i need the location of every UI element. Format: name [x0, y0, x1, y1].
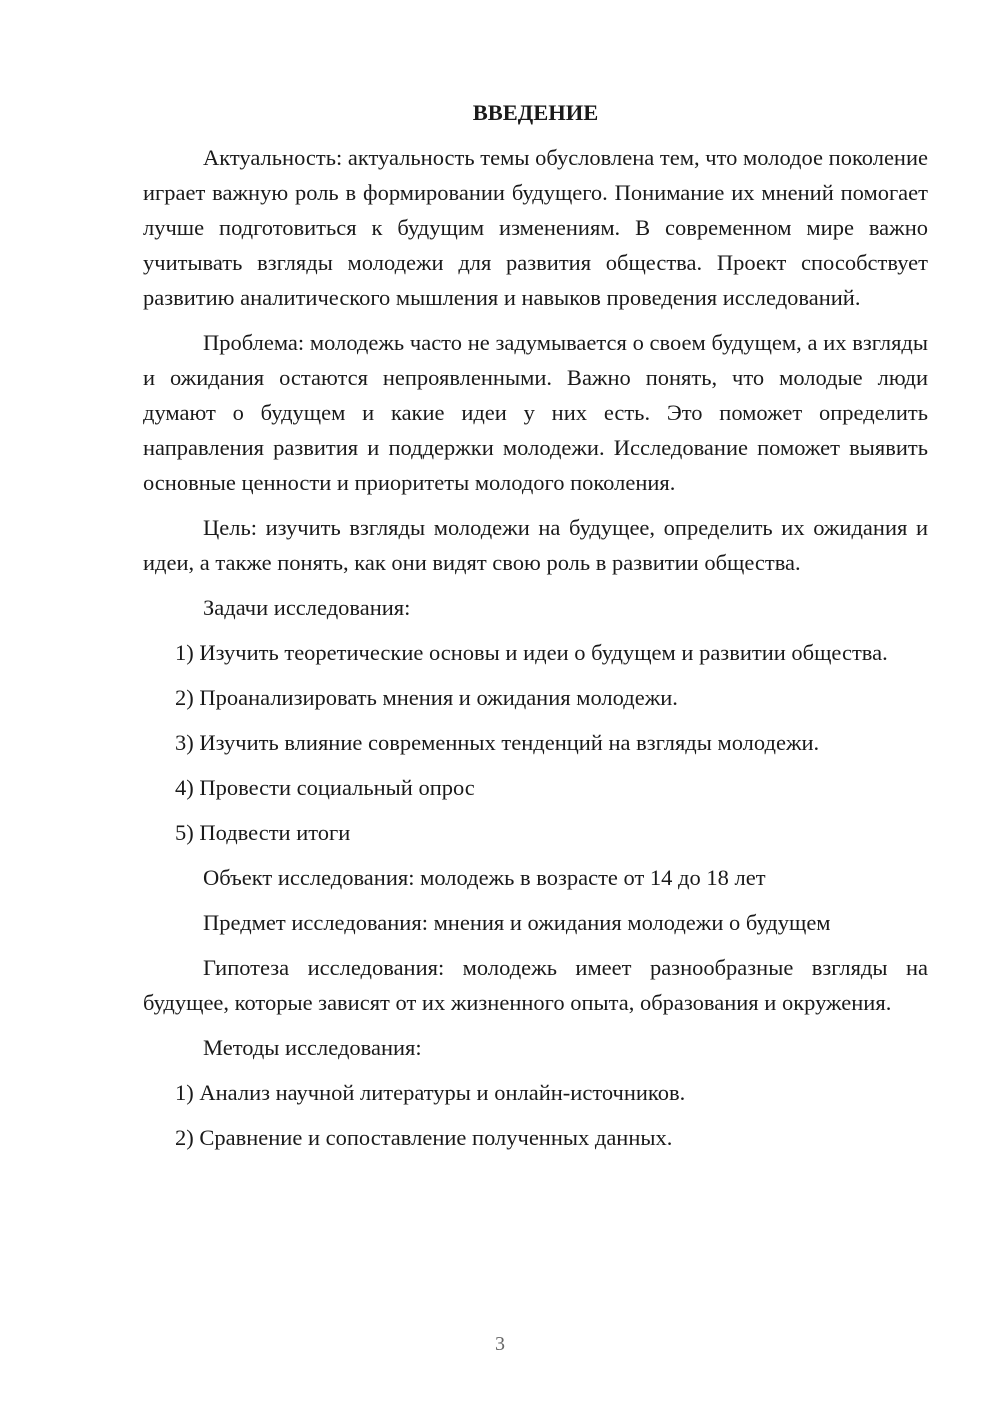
method-item-1: 1) Анализ научной литературы и онлайн-источников. — [175, 1080, 686, 1105]
method-item-2: 2) Сравнение и сопоставление полученных данных. — [175, 1125, 673, 1150]
research-object: Объект исследования: молодежь в возрасте от 14 до 18 лет — [203, 865, 766, 890]
page-content — [143, 95, 928, 1165]
task-item-1: 1) Изучить теоретические основы и идеи о будущем и развитии общества. — [175, 640, 888, 665]
page-number: 3 — [495, 1333, 505, 1355]
task-item-3: 3) Изучить влияние современных тенденций на взгляды молодежи. — [175, 730, 820, 755]
problem-paragraph: Проблема: молодежь часто не задумывается о своем будущем, а их взгляды и ожидания остаются непроявленными. Важно понять, что молодые люди думают о будущем и какие идеи у них есть. Это поможет определить направления развития и поддержки молодежи. Исследование поможет выявить основные ценности и приоритеты молодого поколения. — [143, 330, 928, 495]
page-title: ВВЕДЕНИЕ — [472, 100, 599, 125]
task-item-2: 2) Проанализировать мнения и ожидания молодежи. — [175, 685, 678, 710]
methods-heading: Методы исследования: — [203, 1035, 422, 1060]
hypothesis-paragraph: Гипотеза исследования: молодежь имеет разнообразные взгляды на будущее, которые зависят от их жизненного опыта, образования и окружения. — [143, 955, 928, 1015]
relevance-paragraph: Актуальность: актуальность темы обусловлена тем, что молодое поколение играет важную роль в формировании будущего. Понимание их мнений помогает лучше подготовиться к будущим изменениям. В современном мире важно учитывать взгляды молодежи для развития общества. Проект способствует развитию аналитического мышления и навыков проведения исследований. — [143, 145, 928, 310]
tasks-heading: Задачи исследования: — [203, 595, 411, 620]
goal-paragraph: Цель: изучить взгляды молодежи на будущее, определить их ожидания и идеи, а также понять, как они видят свою роль в развитии общества. — [143, 515, 928, 575]
task-item-4: 4) Провести социальный опрос — [175, 775, 475, 800]
task-item-5: 5) Подвести итоги — [175, 820, 351, 845]
research-subject: Предмет исследования: мнения и ожидания молодежи о будущем — [203, 910, 831, 935]
